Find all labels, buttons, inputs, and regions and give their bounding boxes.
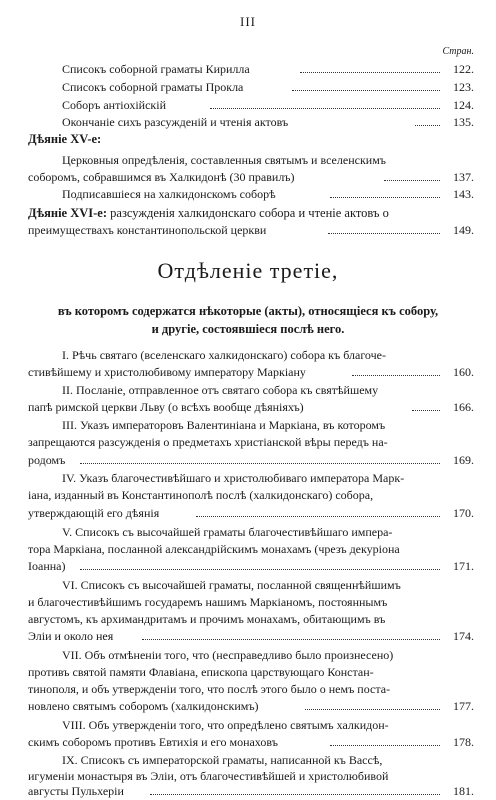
toc-entry-line (0, 487, 496, 504)
toc-entry-text: новлено святымъ соборомъ (халкидонскимъ) (28, 699, 259, 713)
toc-entry-page: 137. (453, 170, 474, 184)
toc-entry-page: 135. (453, 115, 474, 129)
toc-entry (0, 558, 496, 575)
toc-entry-text: преимуществахъ константинопольской церкви (28, 223, 267, 237)
toc-entry-line (0, 524, 496, 541)
toc-entry (0, 505, 496, 522)
toc-entry (0, 698, 496, 715)
toc-entry-line (0, 752, 496, 769)
toc-entry-text: Подписавшіеся на халкидонскомъ соборѣ (62, 187, 276, 201)
toc-entry-line (0, 347, 496, 364)
dot-leader (352, 375, 440, 376)
toc-entry-line (0, 434, 496, 451)
toc-entry-text: тора Маркіана, посланной александрійскимъ монахамъ (чрезъ декурiона (28, 542, 400, 556)
dot-leader (305, 709, 440, 710)
toc-entry-line (0, 470, 496, 487)
toc-entry-text: скимъ соборомъ противъ Евтихія и его монаховъ (28, 735, 278, 749)
toc-entry-line (0, 611, 496, 628)
toc-entry-text: стивѣйшему и христолюбивому императору Маркіану (28, 365, 306, 379)
toc-entry (0, 452, 496, 469)
deyanie-16-heading (28, 205, 389, 222)
dot-leader (142, 639, 440, 640)
toc-entry-text: августомъ, къ архимандритамъ и прочимъ монахамъ, обитающимъ въ (28, 612, 386, 626)
dot-leader (412, 410, 440, 411)
toc-entry (0, 734, 496, 751)
section-subtitle-line-1: въ которомъ содержатся нѣкоторые (акты), относящiеся къ собору, (57, 304, 439, 318)
toc-entry-text: Списокъ соборной граматы Прокла (62, 80, 244, 94)
toc-entry-page: 122. (453, 62, 474, 76)
dot-leader (196, 516, 440, 517)
toc-entry-line (0, 577, 496, 594)
toc-entry-page: 149. (453, 223, 474, 237)
toc-entry-page: 123. (453, 80, 474, 94)
dot-leader (328, 233, 440, 234)
toc-entry-text: IX. Списокъ съ императорской граматы, написанной къ Вассѣ, (62, 753, 383, 767)
toc-entry-line (0, 717, 496, 734)
toc-entry-text: Іоанна) (28, 559, 66, 573)
toc-entry-line (0, 382, 496, 399)
toc-entry-line (0, 681, 496, 698)
toc-entry-line (0, 664, 496, 681)
dot-leader (415, 125, 440, 126)
page-column-header: Стран. (442, 46, 474, 57)
dot-leader (330, 745, 440, 746)
toc-entry (0, 628, 496, 645)
toc-entry-text: VIII. Объ утвержденіи того, что опредѣлено святымъ халкидон- (62, 718, 389, 732)
section-title: Отдѣленіе третіе, (157, 258, 339, 283)
toc-entry-text: Списокъ соборной граматы Кирилла (62, 62, 250, 76)
toc-entry-text: VI. Списокъ съ высочайшей граматы, посланной священнѣйшимъ (62, 578, 401, 592)
toc-entry (0, 79, 496, 96)
toc-entry-text: Окончаніе сихъ разсужденій и чтенія актовъ (62, 115, 289, 129)
dot-leader (210, 108, 440, 109)
toc-entry-text: соборомъ, собравшимся въ Халкидонѣ (30 правилъ) (28, 170, 295, 184)
dot-leader (300, 72, 440, 73)
toc-entry-line (0, 594, 496, 611)
toc-entry (0, 399, 496, 416)
toc-entry-page: 177. (453, 699, 474, 713)
toc-entry-page: 169. (453, 453, 474, 467)
deyanie-16-text: разсужденія халкидонскаго собора и чтеніе актовъ о (107, 206, 389, 220)
toc-entry (0, 97, 496, 114)
toc-entry (0, 114, 496, 131)
toc-entry-text: I. Рѣчь святаго (вселенскаго халкидонскаго) собора къ благоче- (62, 348, 386, 362)
toc-entry (0, 364, 496, 381)
toc-entry-text: Эліи и около нея (28, 629, 114, 643)
toc-entry (0, 169, 496, 186)
toc-entry-text: утверждающій его дѣянія (28, 506, 160, 520)
toc-entry-page: 160. (453, 365, 474, 379)
toc-entry (0, 61, 496, 78)
toc-entry-text: Соборъ антіохійскій (62, 98, 167, 112)
toc-entry-text: VII. Объ отмѣненіи того, что (несправедливо было произнесено) (62, 648, 394, 662)
toc-entry-text: тинополя, и объ утвержденіи того, что послѣ этого было о немъ поста- (28, 682, 391, 696)
toc-entry-text: запрещаются разсужденія о предметахъ христіанской вѣры передъ на- (28, 435, 388, 449)
toc-entry (0, 186, 496, 203)
toc-entry-text: V. Списокъ съ высочайшей граматы благочестивѣйшаго импера- (62, 525, 393, 539)
dot-leader (384, 180, 440, 181)
toc-entry-text: и благочестивѣйшимъ государемъ нашимъ Маркіаномъ, постояннымъ (28, 595, 388, 609)
toc-entry-page: 166. (453, 400, 474, 414)
deyanie-15-heading: Дѣяніе XV-е: (28, 132, 102, 146)
toc-entry-line (0, 647, 496, 664)
toc-entry-page: 178. (453, 735, 474, 749)
toc-entry-text: папѣ римской церкви Льву (о всѣхъ вообще дѣяніяхъ) (28, 400, 304, 414)
toc-entry-page: 143. (453, 187, 474, 201)
toc-entry-text: іана, изданный въ Константинополѣ послѣ (халкидонскаго) собора, (28, 488, 374, 502)
dot-leader (330, 197, 440, 198)
toc-entry-text: III. Указъ императоровъ Валентиніана и Маркіана, въ которомъ (62, 418, 386, 432)
page-number: III (240, 14, 256, 29)
section-subtitle-line-2: и другіе, состоявшіеся послѣ него. (151, 322, 345, 336)
toc-entry-text: родомъ (28, 453, 66, 467)
dot-leader (150, 794, 440, 795)
deyanie-16-label: Дѣяніе XVI-е: (28, 206, 108, 220)
toc-entry-text: игуменіи монастыря въ Эліи, отъ благочестивѣйшей и христолюбивой (28, 769, 389, 783)
toc-entry-page: 170. (453, 506, 474, 520)
toc-entry (0, 222, 496, 239)
toc-entry-page: 171. (453, 559, 474, 573)
toc-entry (0, 783, 496, 800)
dot-leader (292, 90, 440, 91)
dot-leader (80, 569, 440, 570)
toc-entry-line (0, 541, 496, 558)
toc-entry-text: противъ святой памяти Флавіана, епископа царствующаго Констан- (28, 665, 374, 679)
toc-entry-page: 174. (453, 629, 474, 643)
toc-entry-text: II. Посланіе, отправленное отъ святаго собора къ святѣйшему (62, 383, 379, 397)
toc-entry-line (0, 152, 496, 169)
toc-entry-text: Церковныя опредѣленія, составленныя святымъ и вселенскимъ (62, 153, 386, 167)
toc-entry-page: 124. (453, 98, 474, 112)
toc-entry-page: 181. (453, 784, 474, 798)
toc-entry-text: IV. Указъ благочестивѣйшаго и христолюбиваго императора Марк- (62, 471, 405, 485)
toc-entry-text: августы Пульхеріи (28, 784, 124, 798)
toc-entry-line (0, 417, 496, 434)
dot-leader (80, 463, 440, 464)
